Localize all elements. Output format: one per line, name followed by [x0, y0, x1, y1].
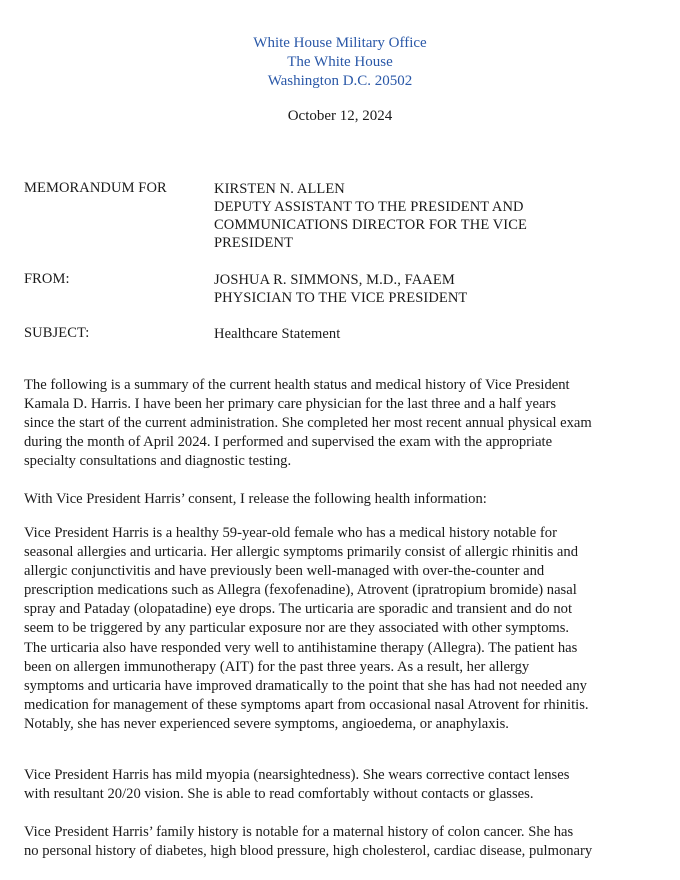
text-line: Kamala D. Harris. I have been her primary care physician for the last three and a half years [24, 396, 557, 413]
letterhead [0, 34, 680, 91]
memo-from-label: FROM: [24, 271, 70, 287]
memo-for-recipient [214, 180, 527, 252]
recipient-line: DEPUTY ASSISTANT TO THE PRESIDENT AND [214, 199, 524, 215]
memo-for-label: MEMORANDUM FOR [24, 180, 167, 196]
paragraph-summary [24, 376, 660, 471]
sender-line: PHYSICIAN TO THE VICE PRESIDENT [214, 290, 468, 306]
text-line: Notably, she has never experienced severe symptoms, angioedema, or anaphylaxis. [24, 715, 509, 732]
text-line: during the month of April 2024. I performed and supervised the exam with the appropriate [24, 434, 553, 451]
text-line: since the start of the current administration. She completed her most recent annual physical exam [24, 415, 592, 432]
recipient-line: COMMUNICATIONS DIRECTOR FOR THE VICE [214, 217, 527, 233]
memo-from-sender [214, 271, 467, 307]
memo-subject-value: Healthcare Statement [214, 326, 341, 342]
text-line: seem to be triggered by any particular exposure nor are they associated with other symptoms. [24, 620, 570, 637]
text-line: been on allergen immunotherapy (AIT) for the past three years. As a result, her allergy [24, 658, 530, 675]
text-line: no personal history of diabetes, high blood pressure, high cholesterol, cardiac disease, pulmonary [24, 843, 593, 860]
text-line: with resultant 20/20 vision. She is able to read comfortably without contacts or glasses. [24, 786, 534, 803]
paragraph-family-history [24, 823, 660, 861]
text-line: The urticaria also have responded very well to antihistamine therapy (Allegra). The patient has [24, 639, 578, 656]
memo-subject-label: SUBJECT: [24, 325, 90, 341]
letterhead-address: Washington D.C. 20502 [267, 73, 413, 89]
letterhead-office: White House Military Office [253, 35, 427, 51]
letterhead-building: The White House [287, 54, 393, 70]
recipient-line: PRESIDENT [214, 235, 294, 251]
memo-date: October 12, 2024 [287, 108, 393, 124]
text-line: seasonal allergies and urticaria. Her allergic symptoms primarily consist of allergic rhinitis and [24, 544, 579, 561]
text-line: medication for management of these symptoms apart from occasional nasal Atrovent for rhinitis. [24, 696, 589, 713]
recipient-line: KIRSTEN N. ALLEN [214, 181, 345, 197]
text-line: Vice President Harris is a healthy 59-year-old female who has a medical history notable for [24, 525, 557, 541]
text-line: allergic conjunctivitis and have previously been well-managed with over-the-counter and [24, 563, 545, 580]
text-line: prescription medications such as Allegra (fexofenadine), Atrovent (ipratropium bromide) nasal [24, 582, 577, 599]
text-line: Vice President Harris’ family history is notable for a maternal history of colon cancer. She has [24, 824, 574, 840]
text-line: spray and Pataday (olopatadine) eye drops. The urticaria are sporadic and transient and do not [24, 601, 573, 618]
text-line: symptoms and urticaria have improved dramatically to the point that she has had not needed any [24, 677, 587, 694]
text-line: specialty consultations and diagnostic testing. [24, 453, 292, 470]
paragraph-consent [24, 490, 660, 509]
text-line: With Vice President Harris’ consent, I release the following health information: [24, 491, 487, 507]
sender-line: JOSHUA R. SIMMONS, M.D., FAAEM [214, 272, 455, 288]
text-line: The following is a summary of the current health status and medical history of Vice President [24, 377, 570, 393]
text-line: Vice President Harris has mild myopia (nearsightedness). She wears corrective contact lenses [24, 767, 570, 783]
paragraph-allergies [24, 524, 660, 734]
paragraph-vision [24, 766, 660, 804]
